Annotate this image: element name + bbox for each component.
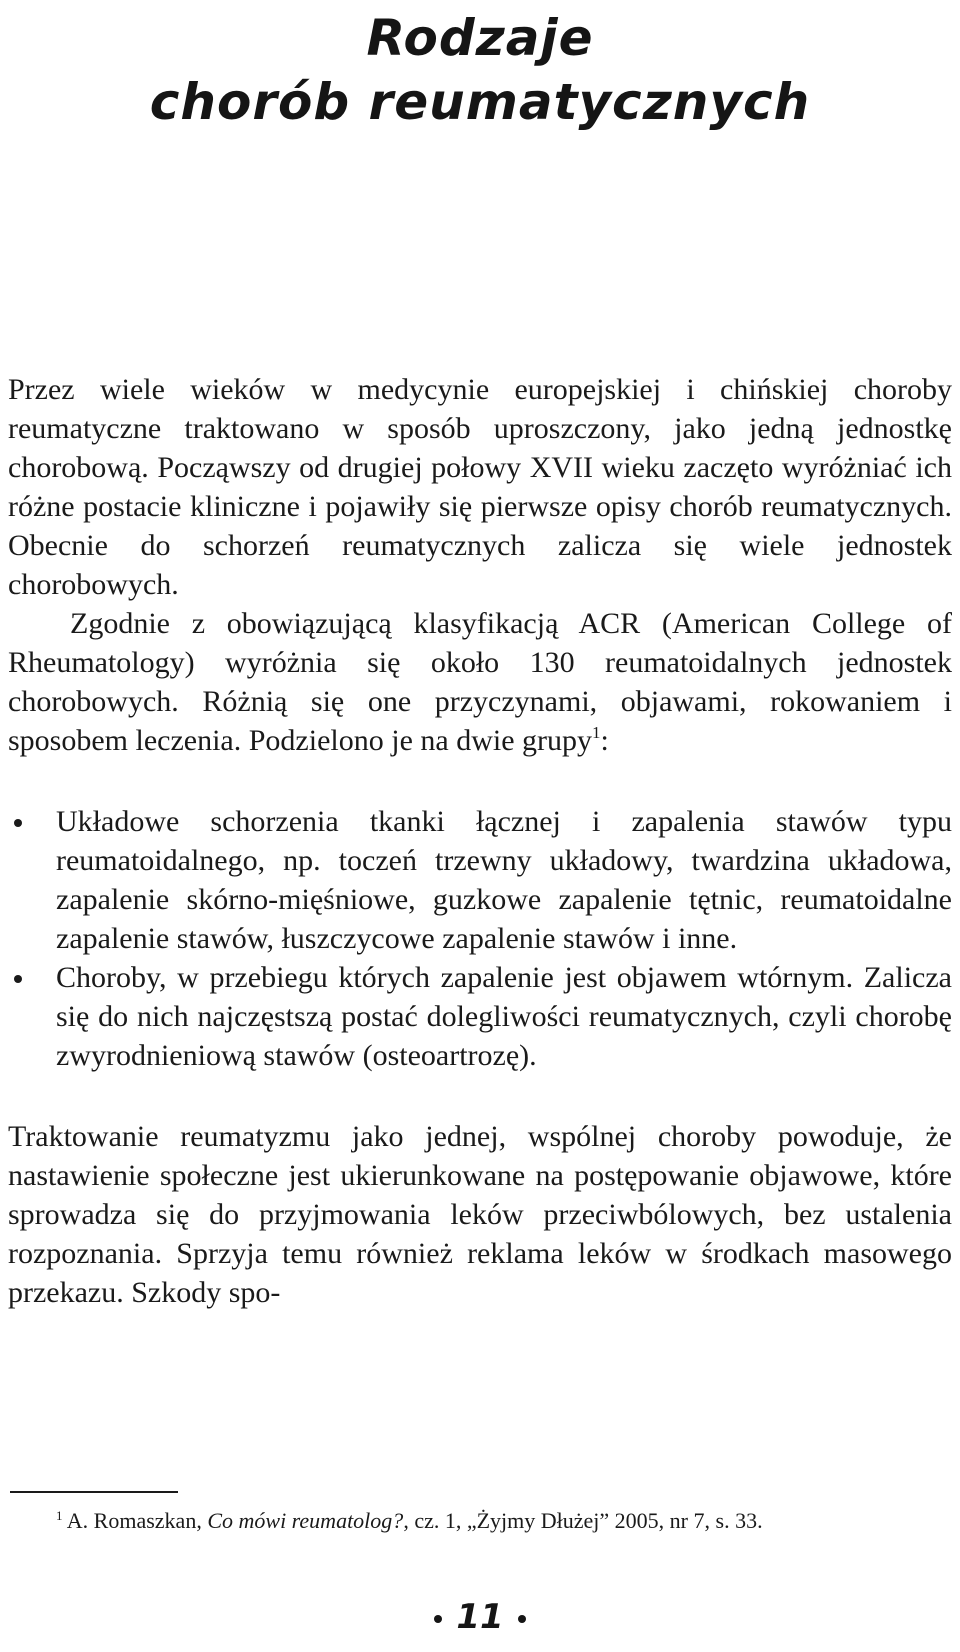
bullet-icon	[14, 819, 22, 827]
footnote-author: A. Romaszkan,	[66, 1508, 208, 1533]
footnote-details: , cz. 1, „Żyjmy Dłużej” 2005, nr 7, s. 33.	[403, 1508, 763, 1533]
paragraph-classification-text: Zgodnie z obowiązującą klasyfikacją ACR (American College of Rheumatology) wyróżnia się około 130 reumatoidalnych jednostek chorobowych. Różnią się one przyczynami, objawami, rokowaniem i sposobem leczenia. Podzielono je na dwie grupy	[8, 607, 952, 757]
list-item	[8, 958, 952, 1075]
page-number	[0, 1597, 960, 1637]
footnote-marker: 1	[56, 1508, 63, 1523]
page-number-left-dot-icon	[434, 1615, 442, 1623]
chapter-title-line-1: Rodzaje	[366, 9, 594, 67]
bullet-icon	[14, 975, 22, 983]
body-text	[8, 370, 952, 1312]
chapter-title-line-2: chorób reumatycznych	[149, 73, 811, 131]
footnote-divider	[10, 1491, 178, 1493]
paragraph-treatment: Traktowanie reumatyzmu jako jednej, wspólnej choroby powoduje, że nastawienie społeczne jest ukierunkowane na postępowanie objawowe, które sprowadza się do przyjmowania leków przeciwbólowych, bez ustalenia rozpoznania. Sprzyja temu również reklama leków w środkach masowego przekazu. Szkody spo-	[8, 1120, 952, 1309]
paragraph-classification	[8, 604, 952, 760]
footnote-reference: 1	[592, 723, 601, 742]
disease-groups-list	[8, 802, 952, 1075]
chapter-title	[0, 6, 960, 134]
footnote-work-title: Co mówi reumatolog?	[207, 1508, 404, 1533]
paragraph-intro: Przez wiele wieków w medycynie europejskiej i chińskiej choroby reumatyczne traktowano w sposób uproszczony, jako jedną jednostkę chorobową. Począwszy od drugiej połowy XVII wieku zaczęto wyróżniać ich różne postacie kliniczne i pojawiły się pierwsze opisy chorób reumatycznych. Obecnie do schorzeń reumatycznych zalicza się wiele jednostek chorobowych.	[8, 373, 952, 601]
list-item-text: Układowe schorzenia tkanki łącznej i zapalenia stawów typu reumatoidalnego, np. toczeń trzewny układowy, twardzina układowa, zapalenie skórno-mięśniowe, guzkowe zapalenie tętnic, reumatoidalne zapalenie stawów, łuszczycowe zapalenie stawów i inne.	[56, 805, 952, 955]
list-item	[8, 802, 952, 958]
list-item-text: Choroby, w przebiegu których zapalenie jest objawem wtórnym. Zalicza się do nich najczęstszą postać dolegliwości reumatycznych, czyli chorobę zwyrodnieniową stawów (osteoartrozę).	[56, 961, 952, 1072]
footnote	[56, 1506, 956, 1536]
page-number-value: 11	[456, 1597, 504, 1637]
page-number-right-dot-icon	[518, 1615, 526, 1623]
paragraph-classification-colon: :	[600, 724, 609, 757]
